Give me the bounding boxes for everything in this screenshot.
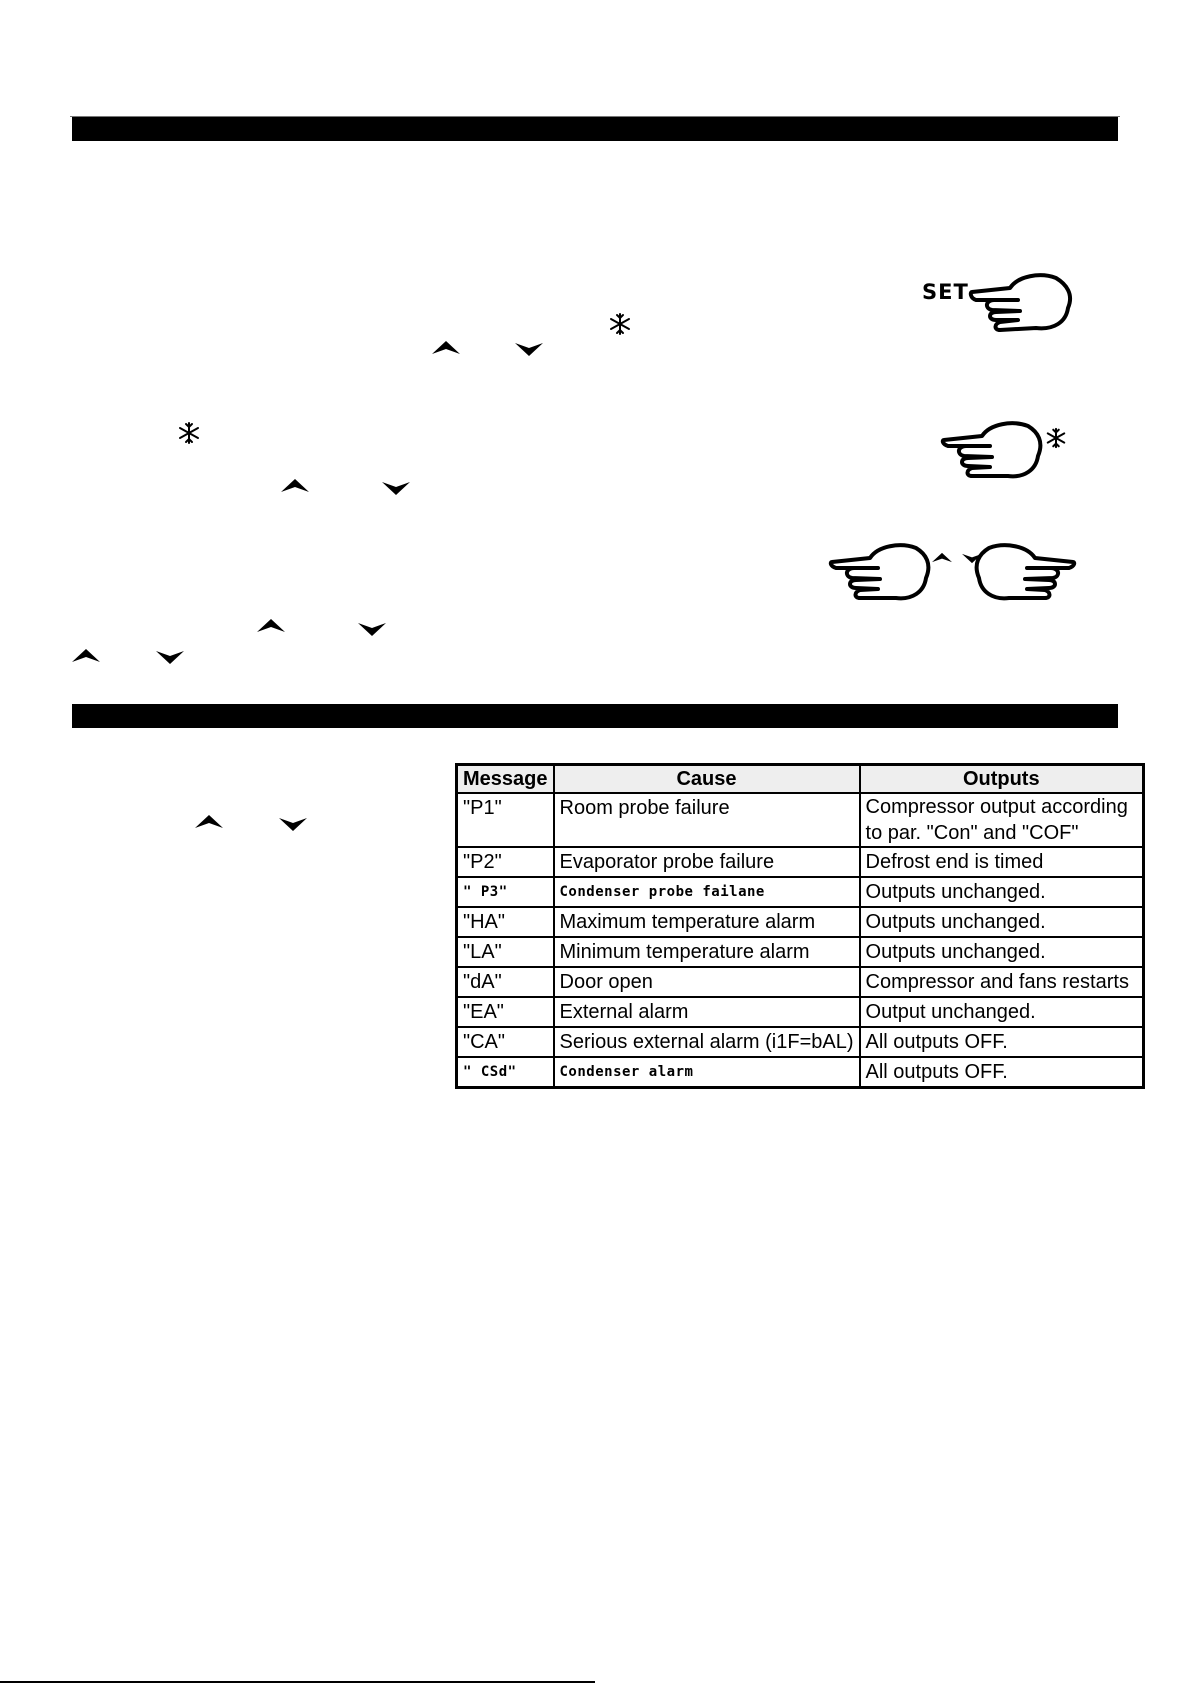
- alarm-messages-table: [455, 763, 1145, 1089]
- cell-outputs: All outputs OFF.: [860, 1027, 1144, 1057]
- table-row: [457, 847, 1144, 877]
- up-arrow-icon: [257, 619, 285, 632]
- up-arrow-icon: [72, 649, 100, 662]
- table-row: [457, 937, 1144, 967]
- cell-cause: Condenser alarm: [554, 1057, 860, 1088]
- cell-message: "P2": [457, 847, 554, 877]
- cell-message: "P1": [457, 793, 554, 847]
- cell-cause: Room probe failure: [554, 793, 860, 847]
- pointing-hand-icon: [970, 270, 1075, 336]
- cell-outputs: Defrost end is timed: [860, 847, 1144, 877]
- pointing-hand-icon: [830, 540, 930, 604]
- cell-message: " CSd": [457, 1057, 554, 1088]
- cell-message: "HA": [457, 907, 554, 937]
- cell-message: " P3": [457, 877, 554, 907]
- cell-message: "CA": [457, 1027, 554, 1057]
- up-arrow-icon: [932, 552, 952, 563]
- down-arrow-icon: [515, 343, 543, 356]
- cell-cause: External alarm: [554, 997, 860, 1027]
- down-arrow-icon: [279, 818, 307, 831]
- cell-message: "dA": [457, 967, 554, 997]
- table-row: [457, 1057, 1144, 1088]
- cell-outputs: All outputs OFF.: [860, 1057, 1144, 1088]
- table-row: [457, 967, 1144, 997]
- table-row: [457, 1027, 1144, 1057]
- header-cause: Cause: [554, 765, 860, 794]
- cell-outputs: Compressor output according to par. "Con" and "COF": [860, 793, 1144, 847]
- cell-message: "EA": [457, 997, 554, 1027]
- pointing-hand-icon: [942, 418, 1042, 480]
- table-row: [457, 907, 1144, 937]
- cell-cause: Condenser probe failane: [554, 877, 860, 907]
- table-row: [457, 877, 1144, 907]
- cell-outputs: Outputs unchanged.: [860, 937, 1144, 967]
- cell-cause: Minimum temperature alarm: [554, 937, 860, 967]
- snowflake-icon: [177, 421, 201, 445]
- down-arrow-icon: [156, 651, 184, 664]
- cell-outputs: Compressor and fans restarts: [860, 967, 1144, 997]
- pointing-hand-icon: [975, 540, 1075, 604]
- section-header-bar-1: [72, 117, 1118, 141]
- table-header-row: [457, 765, 1144, 794]
- cell-outputs: Outputs unchanged.: [860, 877, 1144, 907]
- down-arrow-icon: [358, 623, 386, 636]
- snowflake-icon: [608, 312, 632, 336]
- header-outputs: Outputs: [860, 765, 1144, 794]
- footer-rule: [0, 1681, 595, 1683]
- cell-cause: Maximum temperature alarm: [554, 907, 860, 937]
- cell-message: "LA": [457, 937, 554, 967]
- up-arrow-icon: [432, 341, 460, 354]
- down-arrow-icon: [382, 482, 410, 495]
- table-row: [457, 997, 1144, 1027]
- cell-cause: Door open: [554, 967, 860, 997]
- snowflake-icon: [1045, 427, 1067, 449]
- header-message: Message: [457, 765, 554, 794]
- table-row: [457, 793, 1144, 847]
- section-header-bar-2: [72, 704, 1118, 728]
- cell-outputs: Outputs unchanged.: [860, 907, 1144, 937]
- up-arrow-icon: [195, 815, 223, 828]
- cell-cause: Evaporator probe failure: [554, 847, 860, 877]
- up-arrow-icon: [281, 479, 309, 492]
- cell-outputs: Output unchanged.: [860, 997, 1144, 1027]
- cell-cause: Serious external alarm (i1F=bAL): [554, 1027, 860, 1057]
- set-key-label: SET: [922, 280, 969, 304]
